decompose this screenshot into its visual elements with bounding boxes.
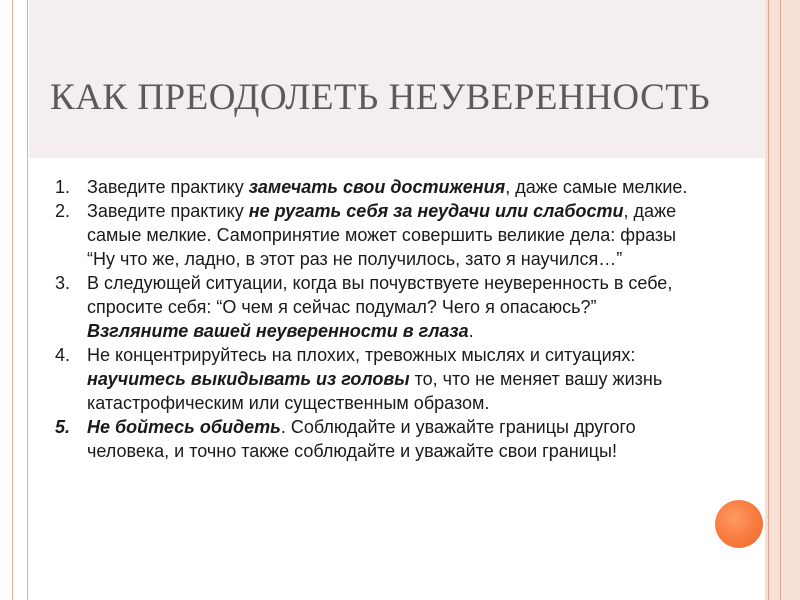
list-item-text: Заведите практику bbox=[87, 201, 249, 221]
list-item bbox=[50, 175, 690, 199]
list-item bbox=[50, 343, 690, 415]
slide-title: КАК ПРЕОДОЛЕТЬ НЕУВЕРЕННОСТЬ bbox=[50, 77, 711, 118]
list-item-emphasis: научитесь выкидывать из головы bbox=[87, 369, 410, 389]
list-item bbox=[50, 199, 690, 271]
orange-circle-decoration bbox=[715, 500, 763, 548]
right-frame-stripe bbox=[765, 0, 800, 600]
right-frame-line bbox=[768, 0, 769, 600]
list-item-text: Заведите практику bbox=[87, 177, 249, 197]
list-item-emphasis: замечать свои достижения bbox=[248, 177, 506, 197]
list-item-number: 1. bbox=[55, 177, 71, 197]
tips-list bbox=[50, 175, 690, 463]
list-item-number: 4. bbox=[55, 345, 71, 365]
list-item-text: . bbox=[468, 321, 474, 341]
list-item bbox=[50, 415, 690, 463]
list-item-text: Не концентрируйтесь на плохих, тревожных мыслях и ситуациях: bbox=[87, 345, 636, 365]
left-frame-stripe bbox=[12, 0, 28, 600]
list-item-emphasis: не ругать себя за неудачи или слабости bbox=[248, 201, 624, 221]
list-item-number: 3. bbox=[55, 273, 71, 293]
list-item-number: 5. bbox=[55, 417, 71, 437]
list-item-text: В следующей ситуации, когда вы почувствуете неуверенность в себе, спросите себя: “О чем я сейчас подумал? Чего я опасаюсь?” bbox=[87, 273, 673, 317]
list-item-emphasis: Взгляните вашей неуверенности в глаза bbox=[87, 321, 469, 341]
list-item-text: . Соблюдайте и уважайте границы другого человека, и точно также соблюдайте и уважайте свои границы! bbox=[87, 417, 636, 461]
right-frame-line bbox=[780, 0, 781, 600]
list-item bbox=[50, 271, 690, 343]
list-item-text: то, что не меняет вашу жизнь катастрофическим или существенным образом. bbox=[87, 369, 663, 413]
list-item-text: , даже самые мелкие. bbox=[505, 177, 688, 197]
list-item-number: 2. bbox=[55, 201, 71, 221]
list-item-emphasis: Не бойтесь обидеть bbox=[87, 417, 281, 437]
list-item-text: , даже самые мелкие. Самопринятие может совершить великие дела: фразы “Ну что же, ладно, в этот раз не получилось, зато я научился…” bbox=[87, 201, 677, 269]
